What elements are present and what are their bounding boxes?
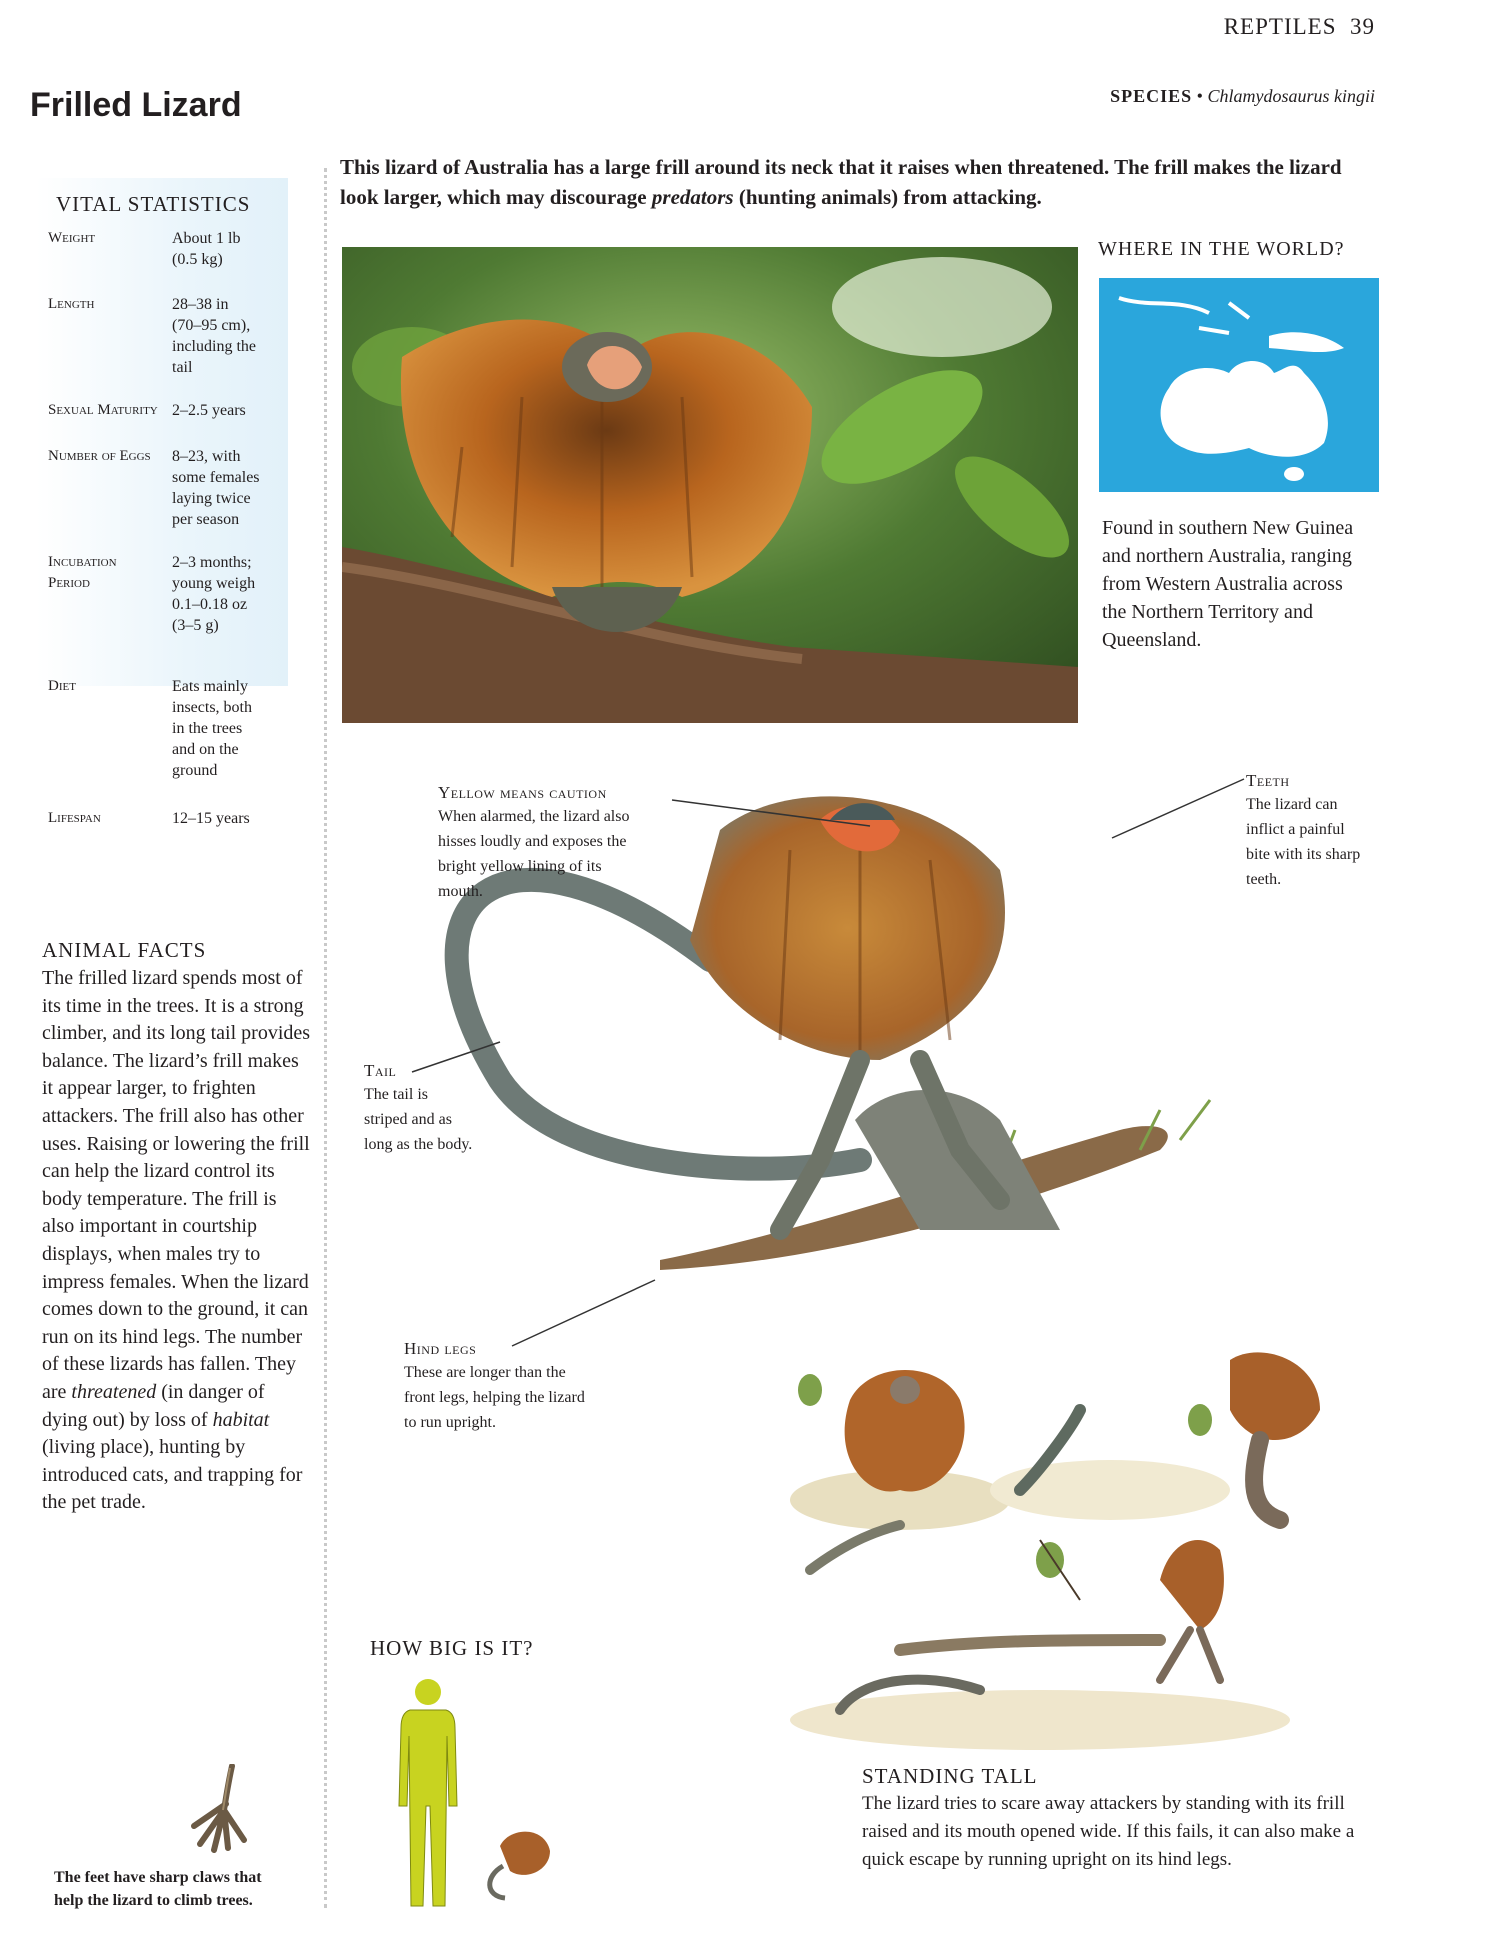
annotation-tail (364, 1060, 524, 1157)
vital-stats-key: Incubation Period (48, 554, 117, 591)
page-title: Frilled Lizard (30, 86, 242, 124)
annotation-hind-legs (404, 1338, 644, 1435)
size-comparison (385, 1676, 585, 1916)
vital-stats-value: 8–23, with some females laying twice per season (172, 448, 260, 528)
vital-stats-key: Lifespan (48, 810, 101, 826)
vital-stats-value: 2–3 months; young weigh 0.1–0.18 oz (3–5 g) (172, 554, 256, 634)
species-separator: • (1192, 86, 1208, 106)
vital-stats-key: Length (48, 296, 95, 312)
vital-stats-value: 28–38 in (70–95 cm), including the tail (172, 296, 256, 376)
vital-stats-key: Sexual Maturity (48, 402, 158, 418)
intro-term-predators: predators (651, 185, 734, 209)
range-description: Found in southern New Guinea and northern Australia, ranging from Western Australia across the Northern Territory and Queensland. (1102, 517, 1354, 651)
species-name: Chlamydosaurus kingii (1207, 86, 1375, 106)
facts-term-habitat: habitat (212, 1408, 270, 1431)
species-label: SPECIES (1110, 86, 1193, 106)
facts-text-2: (in danger of dying out) by loss of (42, 1380, 265, 1431)
annotation-heading: Yellow means caution (438, 783, 607, 802)
standing-tall-illustrations (780, 1340, 1380, 1760)
lizard-scale-figure (490, 1832, 550, 1898)
vital-stats-value: About 1 lb (0.5 kg) (172, 230, 241, 268)
vital-stats-value: 2–2.5 years (172, 402, 246, 419)
human-silhouette (399, 1679, 457, 1906)
feet-caption: The feet have sharp claws that help the lizard to climb trees. (54, 1869, 262, 1909)
standing-tall-title: STANDING TALL (862, 1764, 1038, 1788)
animal-facts-title: ANIMAL FACTS (42, 938, 207, 962)
annotation-heading: Teeth (1246, 771, 1290, 790)
intro-text-1: This lizard of Australia has a large frill around its neck that it raises when threatened. The frill makes the lizard look larger, which may discourage (340, 155, 1342, 209)
page-number: 39 (1350, 14, 1375, 39)
annotation-text: These are longer than the front legs, helping the lizard to run upright. (404, 1364, 585, 1431)
annotation-text: The lizard can inflict a painful bite with its sharp teeth. (1246, 796, 1361, 888)
facts-text-3: (living place), hunting by introduced cats, and trapping for the pet trade. (42, 1436, 303, 1514)
facts-term-threatened: threatened (71, 1380, 157, 1403)
section-name: REPTILES (1223, 14, 1337, 39)
vital-stats-key: Number of Eggs (48, 448, 151, 464)
annotation-text: The tail is striped and as long as the body. (364, 1086, 473, 1153)
annotation-heading: Hind legs (404, 1339, 477, 1358)
how-big-title: HOW BIG IS IT? (370, 1636, 534, 1660)
vital-stats-title: VITAL STATISTICS (56, 192, 251, 216)
intro-text-2: (hunting animals) from attacking. (733, 185, 1042, 209)
vital-stats-value: Eats mainly insects, both in the trees and on the ground (172, 678, 252, 779)
vital-stats-value: 12–15 years (172, 810, 250, 827)
annotation-yellow-means-caution (438, 782, 688, 904)
vital-stats-key: Diet (48, 678, 76, 694)
standing-tall-text: The lizard tries to scare away attackers by standing with its frill raised and its mouth opened wide. If this fails, it can also make a quick escape by running upright on its hind legs. (862, 1793, 1355, 1870)
where-in-world-title: WHERE IN THE WORLD? (1098, 238, 1345, 260)
annotation-text: When alarmed, the lizard also hisses loudly and exposes the bright yellow lining of its mouth. (438, 808, 630, 900)
annotation-heading: Tail (364, 1061, 397, 1080)
annotation-teeth (1246, 770, 1396, 892)
facts-text-1: The frilled lizard spends most of its time in the trees. It is a strong climber, and its long tail provides balance. The lizard’s frill makes it appear larger, to frighten attackers. The frill also has other uses. Raising or lowering the frill can help the lizard control its body temperature. The frill is also important in courtship displays, when males try to impress females. When the lizard comes down to the ground, it can run on its hind legs. The number of these lizards has fallen. They are (42, 967, 311, 1403)
vital-stats-key: Weight (48, 230, 96, 246)
